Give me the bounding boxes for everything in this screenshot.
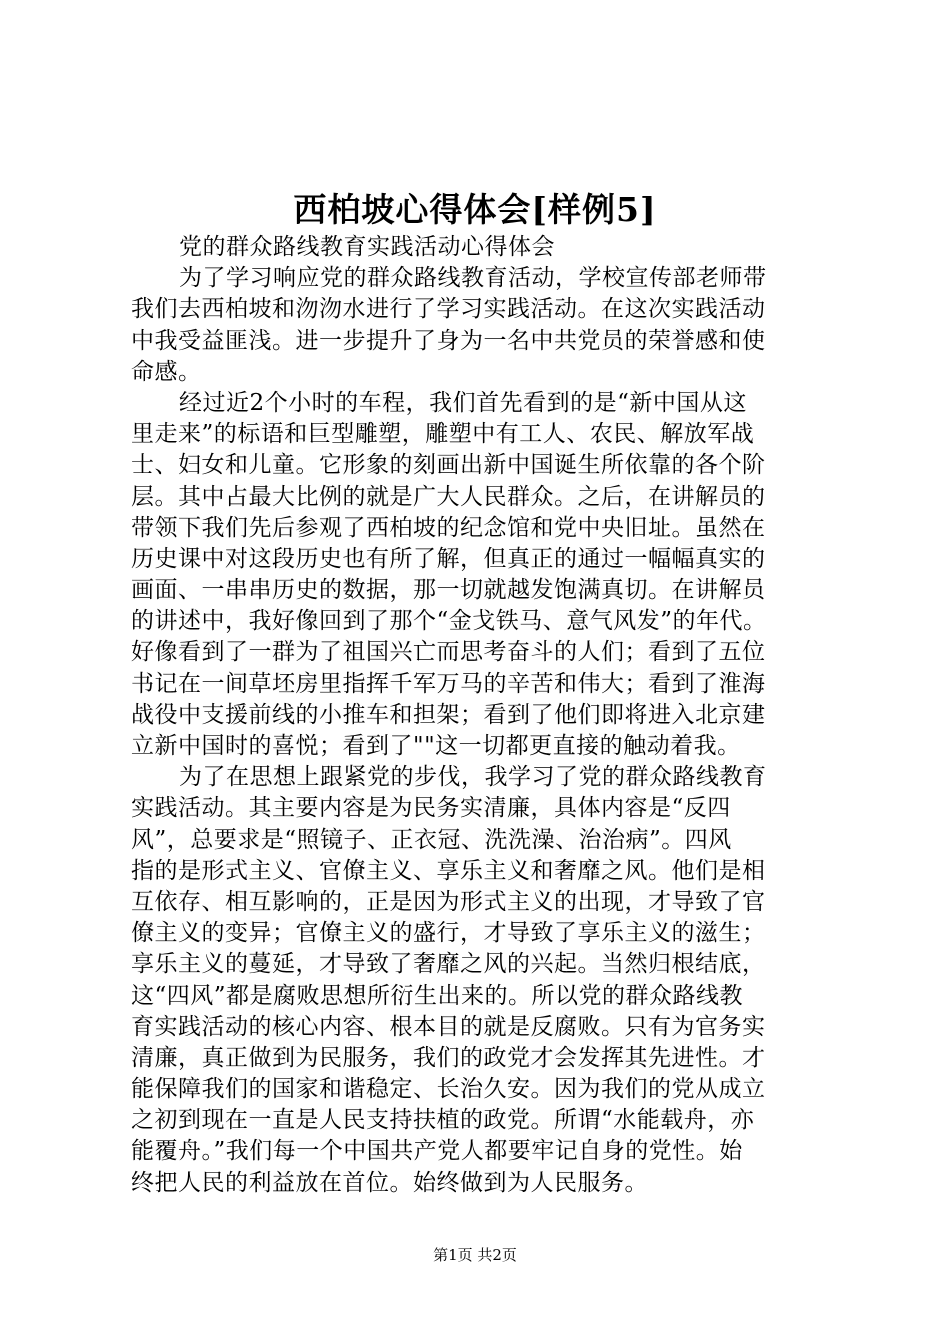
body-line: 中我受益匪浅。进一步提升了身为一名中共党员的荣誉感和使	[131, 327, 766, 354]
body-line: 的讲述中，我好像回到了那个“金戈铁马、意气风发”的年代。	[131, 608, 767, 635]
page-footer: 第1页 共2页	[433, 1246, 517, 1264]
body-line: 带领下我们先后参观了西柏坡的纪念馆和党中央旧址。虽然在	[131, 514, 766, 541]
body-line: 僚主义的变异；官僚主义的盛行，才导致了享乐主义的滋生；	[131, 920, 766, 947]
body-line: 能保障我们的国家和谐稳定、长治久安。因为我们的党从成立	[131, 1076, 766, 1103]
body-line: 战役中支援前线的小推车和担架；看到了他们即将进入北京建	[131, 701, 766, 728]
body-line: 终把人民的利益放在首位。始终做到为人民服务。	[131, 1169, 648, 1196]
body-line: 清廉，真正做到为民服务，我们的政党才会发挥其先进性。才	[131, 1044, 766, 1071]
body-line: 风”，总要求是“照镜子、正衣冠、洗洗澡、治治病”。四风	[131, 826, 732, 853]
body-line: 层。其中占最大比例的就是广大人民群众。之后，在讲解员的	[131, 483, 766, 510]
body-line: 育实践活动的核心内容、根本目的就是反腐败。只有为官务实	[131, 1013, 766, 1040]
body-line: 命感。	[131, 358, 202, 385]
body-line: 这“四风”都是腐败思想所衍生出来的。所以党的群众路线教	[131, 982, 744, 1009]
body-line: 之初到现在一直是人民支持扶植的政党。所谓“水能载舟，亦	[131, 1107, 755, 1134]
body-line: 实践活动。其主要内容是为民务实清廉，具体内容是“反四	[131, 795, 731, 822]
body-line: 经过近2个小时的车程，我们首先看到的是“新中国从这	[179, 389, 747, 416]
body-line: 互依存、相互影响的，正是因为形式主义的出现，才导致了官	[131, 888, 766, 915]
body-line: 我们去西柏坡和沕沕水进行了学习实践活动。在这次实践活动	[131, 296, 766, 323]
document-body	[131, 232, 831, 1199]
body-line: 为了学习响应党的群众路线教育活动，学校宣传部老师带	[179, 265, 767, 292]
body-line: 享乐主义的蔓延，才导致了奢靡之风的兴起。当然归根结底，	[131, 951, 766, 978]
document-title: 西柏坡心得体会[样例5]	[293, 190, 657, 229]
body-line: 立新中国时的喜悦；看到了""这一切都更直接的触动着我。	[131, 733, 741, 759]
body-line: 书记在一间草坯房里指挥千军万马的辛苦和伟大；看到了淮海	[131, 670, 766, 697]
body-line: 为了在思想上跟紧党的步伐，我学习了党的群众路线教育	[179, 764, 767, 791]
body-line: 指的是形式主义、官僚主义、享乐主义和奢靡之风。他们是相	[131, 857, 766, 884]
body-line: 里走来”的标语和巨型雕塑，雕塑中有工人、农民、解放军战	[131, 421, 755, 448]
body-line: 好像看到了一群为了祖国兴亡而思考奋斗的人们；看到了五位	[131, 639, 766, 666]
body-line: 历史课中对这段历史也有所了解，但真正的通过一幅幅真实的	[131, 545, 766, 572]
body-line: 能覆舟。”我们每一个中国共产党人都要牢记自身的党性。始	[131, 1138, 743, 1165]
body-line: 画面、一串串历史的数据，那一切就越发饱满真切。在讲解员	[131, 577, 766, 604]
body-line: 士、妇女和儿童。它形象的刻画出新中国诞生所依靠的各个阶	[131, 452, 766, 479]
subtitle-line: 党的群众路线教育实践活动心得体会	[179, 234, 555, 260]
